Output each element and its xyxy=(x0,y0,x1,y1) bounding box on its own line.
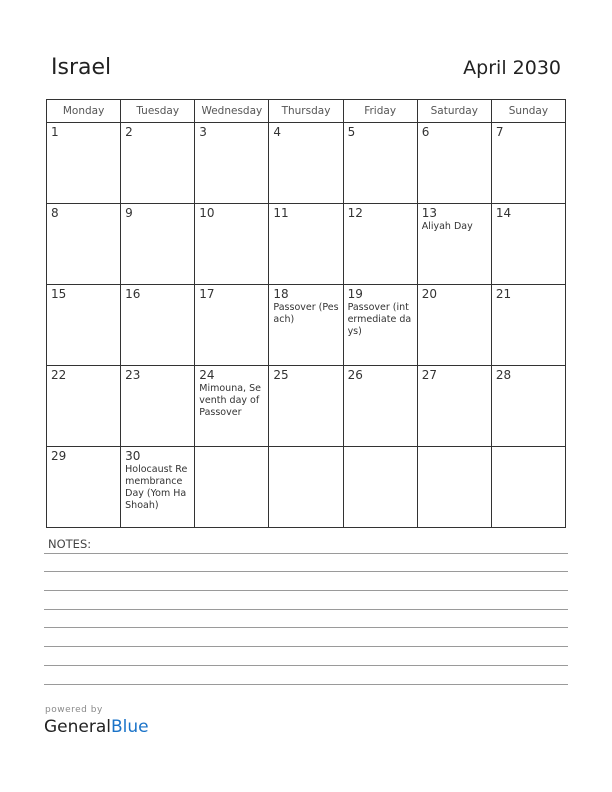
day-number: 20 xyxy=(421,287,437,301)
brand-part-general: General xyxy=(44,717,111,737)
week-row xyxy=(47,366,566,447)
day-cell xyxy=(343,123,417,204)
day-number: 3 xyxy=(199,125,207,139)
day-number: 22 xyxy=(51,368,67,382)
day-number: 29 xyxy=(51,449,67,463)
day-number: 1 xyxy=(51,125,59,139)
week-row xyxy=(47,123,566,204)
day-number: 18 xyxy=(273,287,289,301)
day-cell xyxy=(121,447,195,528)
generalblue-logo xyxy=(44,717,149,737)
weekday-header-row xyxy=(47,100,566,123)
day-number: 15 xyxy=(51,287,67,301)
day-number: 2 xyxy=(125,125,133,139)
note-line xyxy=(44,646,568,647)
day-cell xyxy=(269,447,343,528)
day-cell xyxy=(269,285,343,366)
day-number: 6 xyxy=(421,125,430,139)
day-number: 7 xyxy=(495,125,504,139)
day-number: 16 xyxy=(125,287,141,301)
weekday-header: Saturday xyxy=(417,100,491,123)
holiday-label: Passover (Pesach) xyxy=(273,302,339,325)
weekday-header: Friday xyxy=(343,100,417,123)
weekday-header: Thursday xyxy=(269,100,343,123)
day-cell xyxy=(195,204,269,285)
day-cell xyxy=(343,366,417,447)
day-number: 27 xyxy=(421,368,437,382)
day-number: 13 xyxy=(421,206,437,220)
note-line xyxy=(44,665,568,666)
weekday-header: Monday xyxy=(47,100,121,123)
day-number: 12 xyxy=(347,206,363,220)
day-cell xyxy=(491,366,565,447)
day-number: 14 xyxy=(495,206,512,220)
powered-by-text: powered by xyxy=(45,705,103,715)
day-number: 10 xyxy=(199,206,215,220)
day-cell xyxy=(195,123,269,204)
day-number: 23 xyxy=(125,368,141,382)
week-row xyxy=(47,447,566,528)
day-cell xyxy=(417,366,491,447)
holiday-label: Aliyah Day xyxy=(421,221,473,232)
day-cell xyxy=(491,447,565,528)
day-number: 8 xyxy=(51,206,59,220)
day-cell xyxy=(269,123,343,204)
holiday-label: Mimouna, Seventh day of Passover xyxy=(199,383,261,418)
day-number: 9 xyxy=(125,206,133,220)
day-number: 4 xyxy=(273,125,282,139)
day-number: 11 xyxy=(273,206,289,220)
notes-label: NOTES: xyxy=(48,537,92,551)
note-line xyxy=(44,590,568,591)
day-number: 24 xyxy=(199,368,215,382)
weekday-header: Tuesday xyxy=(121,100,195,123)
weekday-header: Sunday xyxy=(491,100,565,123)
calendar-grid xyxy=(46,99,566,528)
holiday-label: Holocaust Remembrance Day (Yom HaShoah) xyxy=(125,464,188,511)
day-cell xyxy=(47,123,121,204)
note-line xyxy=(44,609,568,610)
day-cell xyxy=(121,366,195,447)
holiday-label: Passover (intermediate days) xyxy=(347,302,412,337)
brand-part-blue: Blue xyxy=(111,717,149,737)
day-number: 5 xyxy=(347,125,356,139)
note-line xyxy=(44,684,568,685)
day-cell xyxy=(47,285,121,366)
day-cell xyxy=(491,285,565,366)
day-cell xyxy=(417,285,491,366)
day-number: 30 xyxy=(125,449,141,463)
day-number: 21 xyxy=(495,287,512,301)
day-cell xyxy=(417,123,491,204)
day-cell xyxy=(343,204,417,285)
country-title: Israel xyxy=(51,55,112,80)
note-line xyxy=(44,571,568,572)
day-cell xyxy=(47,366,121,447)
day-cell xyxy=(343,447,417,528)
day-cell xyxy=(121,204,195,285)
day-cell xyxy=(47,447,121,528)
day-cell xyxy=(195,285,269,366)
note-line xyxy=(44,627,568,628)
weekday-header: Wednesday xyxy=(195,100,269,123)
day-number: 25 xyxy=(273,368,289,382)
day-cell xyxy=(121,123,195,204)
day-cell xyxy=(343,285,417,366)
day-cell xyxy=(491,204,565,285)
day-cell xyxy=(47,204,121,285)
day-number: 26 xyxy=(347,368,363,382)
day-cell xyxy=(269,204,343,285)
day-cell xyxy=(491,123,565,204)
day-number: 19 xyxy=(347,287,363,301)
day-cell xyxy=(417,204,491,285)
day-number: 28 xyxy=(495,368,512,382)
day-cell xyxy=(417,447,491,528)
month-year-title: April 2030 xyxy=(463,57,561,79)
day-number: 17 xyxy=(199,287,215,301)
day-cell xyxy=(121,285,195,366)
week-row xyxy=(47,285,566,366)
day-cell xyxy=(269,366,343,447)
day-cell xyxy=(195,366,269,447)
week-row xyxy=(47,204,566,285)
day-cell xyxy=(195,447,269,528)
note-line xyxy=(44,553,568,554)
